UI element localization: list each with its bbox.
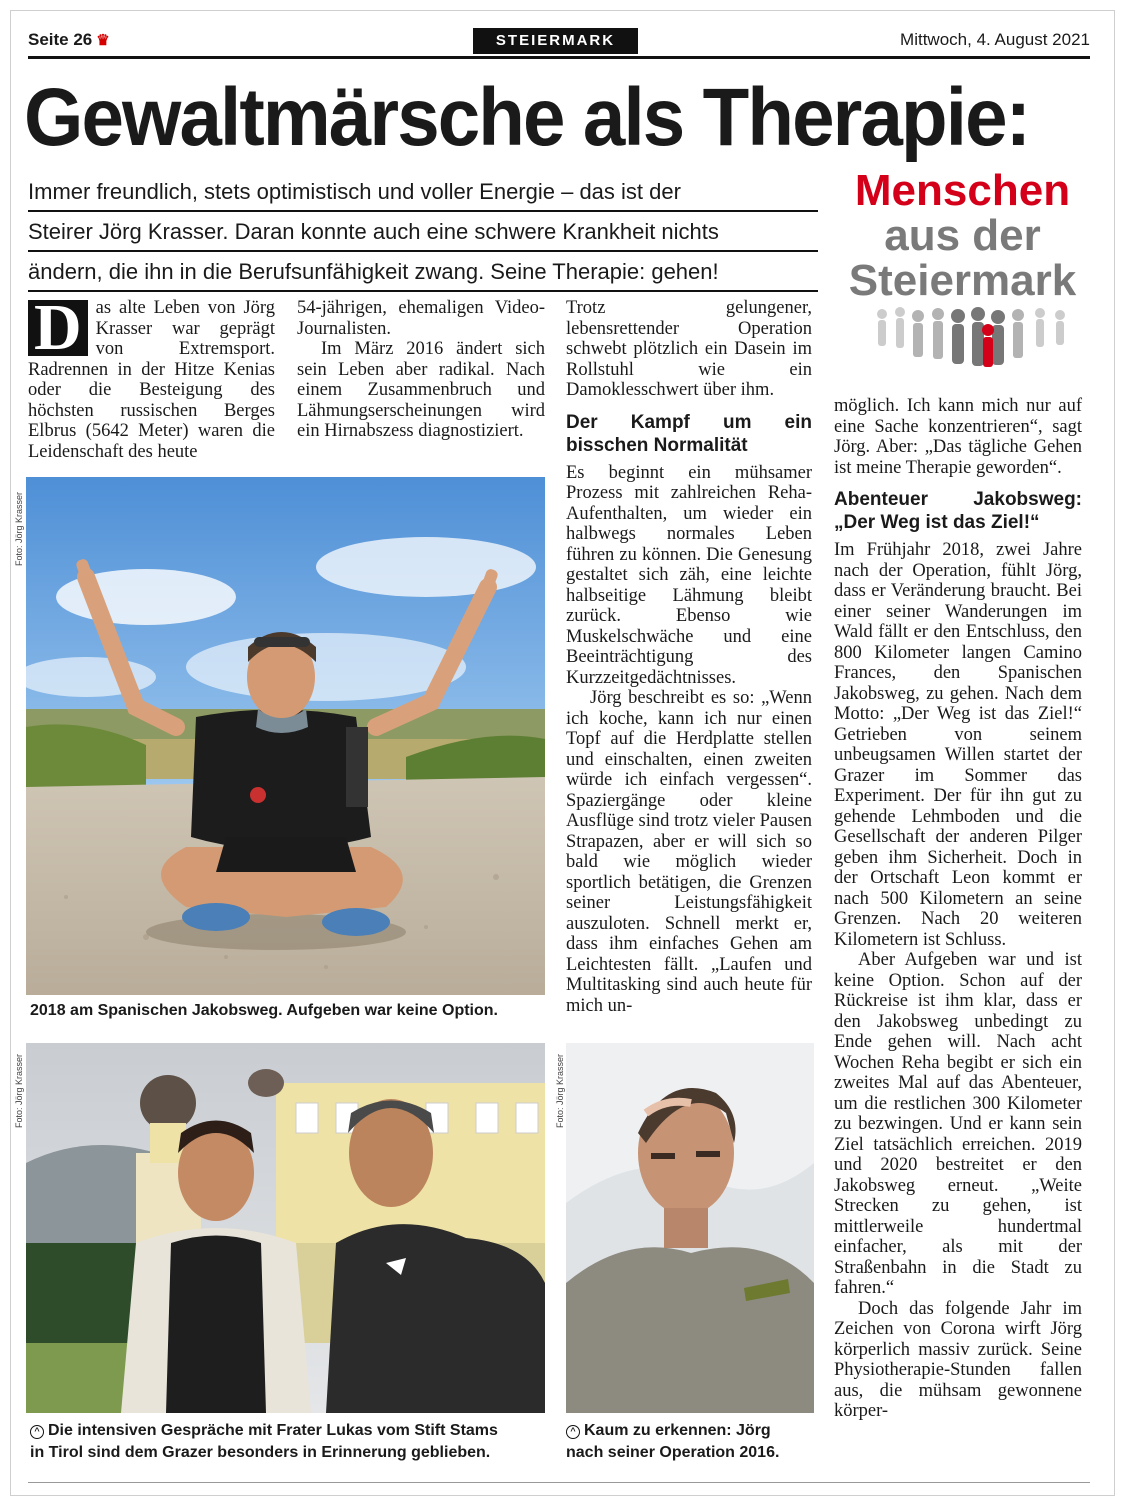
headline: Gewaltmärsche als Therapie: [24,72,1030,163]
lead-line: Steirer Jörg Krasser. Daran konnte auch eine schwere Krankheit nichts [28,212,818,252]
body-text: möglich. Ich kann mich nur auf eine Sache konzentrieren“, sagt Jörg. Aber: „Das tägliche Gehen ist meine Therapie geworden“. [834,396,1082,478]
photo-credit: Foto: Jörg Krasser [14,1053,24,1128]
photo-credit: Foto: Jörg Krasser [14,491,24,566]
photo-jakobsweg [26,477,545,995]
photo-caption: ^ Die intensiven Gespräche mit Frater Lukas vom Stift Stams in Tirol sind dem Grazer besonders in Erinnerung geblieben. [30,1422,498,1461]
subheading: Abenteuer Jakobsweg: „Der Weg ist das Ziel!“ [834,489,1082,533]
body-text: Es beginnt ein mühsamer Prozess mit zahlreichen Reha-Aufenthalten, um wieder ein halbwegs normales Leben führen zu können. Die Genesung gestaltet sich zäh, eine leichte halbseitige Lähmung bleibt zurück. Ebenso wie Muskelschwäche und eine Beeinträchtigung des Kurzzeitgedächtnisses. [566,462,812,688]
section-label: STEIERMARK [473,28,638,54]
page-header [28,28,1090,56]
caret-up-icon: ^ [566,1425,580,1439]
lead-line: ändern, die ihn in die Berufsunfähigkeit zwang. Seine Therapie: gehen! [28,252,818,292]
drop-cap: D [28,300,88,356]
header-rule [28,56,1090,59]
kicker-line: Steiermark [848,256,1077,305]
page-number: Seite 26 ♛ [28,30,110,49]
article-column-2 [297,298,545,442]
body-text: Im März 2016 ändert sich sein Leben aber radikal. Nach einem Zusammenbruch und Lähmungserscheinungen wird ein Hirnabszess diagnostiziert. [297,339,545,441]
body-text: Trotz gelungener, lebensrettender Operation schwebt plötzlich ein Dasein im Rollstuhl wie ein Damoklesschwert über ihm. [566,298,812,400]
photo-stift-stams [26,1043,545,1413]
photo-caption: 2018 am Spanischen Jakobsweg. Aufgeben war keine Option. [30,1002,498,1019]
photo-credit: Foto: Jörg Krasser [555,1053,565,1128]
footer-rule [28,1482,1090,1483]
photo-after-surgery [566,1043,814,1413]
photo-caption: ^ Kaum zu erkennen: Jörg nach seiner Operation 2016. [566,1422,780,1461]
kicker-line: aus der [884,211,1041,260]
lead-line: Immer freundlich, stets optimistisch und voller Energie – das ist der [28,172,818,212]
series-kicker [835,168,1090,303]
body-text: 54-jährigen, ehemaligen Video-Journalisten. [297,298,545,339]
lead-paragraph [28,172,818,292]
caret-up-icon: ^ [30,1425,44,1439]
body-text: as alte Leben von Jörg Krasser war geprägt von Extremsport. Radrennen in der Hitze Kenias oder die Besteigung des höchsten russischen Berges Elbrus (5642 Meter) waren die Leidenschaft des heute [28,298,275,462]
crowd-silhouette-icon [870,300,1070,372]
body-text: Aber Aufgeben war und ist keine Option. Schon auf der Rückreise ist ihm klar, dass er den Jakobsweg unbedingt zu Ende gehen will. Nach acht Wochen Reha begibt er sich ein zweites Mal auf das Abenteuer, um die restlichen 300 Kilometer zu bezwingen. Und er kann sein Ziel tatsächlich erreichen. 2019 und 2020 bestreitet er den Jakobsweg erneut. „Weite Strecken zu gehen, ist mittlerweile hundertmal einfacher, als mit der Straßenbahn in die Stadt zu fahren.“ [834,950,1082,1298]
subheading: Der Kampf um ein bisschen Normalität [566,411,812,456]
issue-date: Mittwoch, 4. August 2021 [900,30,1090,49]
kicker-line: Menschen [854,166,1071,215]
crown-icon: ♛ [96,32,110,49]
article-column-4 [834,396,1082,1422]
body-text: Im Frühjahr 2018, zwei Jahre nach der Operation, fühlt Jörg, dass er Veränderung braucht. Bei einer seiner Wanderungen im Wald fällt er den Entschluss, den 800 Kilometer langen Camino Frances, den Spanischen Jakobsweg, zu gehen. Nach dem Motto: „Der Weg ist das Ziel!“ Getrieben von seinem unbeugsamen Willen startet der Grazer im Sommer das Experiment. Der für ihn gut zu gehende Lehmboden und die Gesellschaft der anderen Pilger geben ihm Sicherheit. Doch in der Ortschaft Leon kommt er nach 500 Kilometern an seine Grenzen. Nach 20 weiteren Kilometern ist Schluss. [834,540,1082,950]
article-column-3 [566,298,812,1016]
body-text: Doch das folgende Jahr im Zeichen von Corona wirft Jörg körperlich massiv zurück. Seine Physiotherapie-Stunden fallen aus, die mühsam gewonnene körper- [834,1298,1082,1421]
article-column-1 [28,291,275,462]
body-text: Jörg beschreibt es so: „Wenn ich koche, kann ich nur einen Topf auf die Herdplatte stellen und einschalten, einen zweiten würde ich einfach vergessen“. Spaziergänge oder kleine Ausflüge sind trotz vieler Pausen Strapazen, aber er will sich so bald wie möglich wieder sportlich betätigen, die Grenzen seiner Leistungsfähigkeit auszuloten. Schnell merkt er, dass ihm einfaches Gehen am Leichtesten fällt. „Laufen und Multitasking sind auch heute für mich un- [566,688,812,1016]
